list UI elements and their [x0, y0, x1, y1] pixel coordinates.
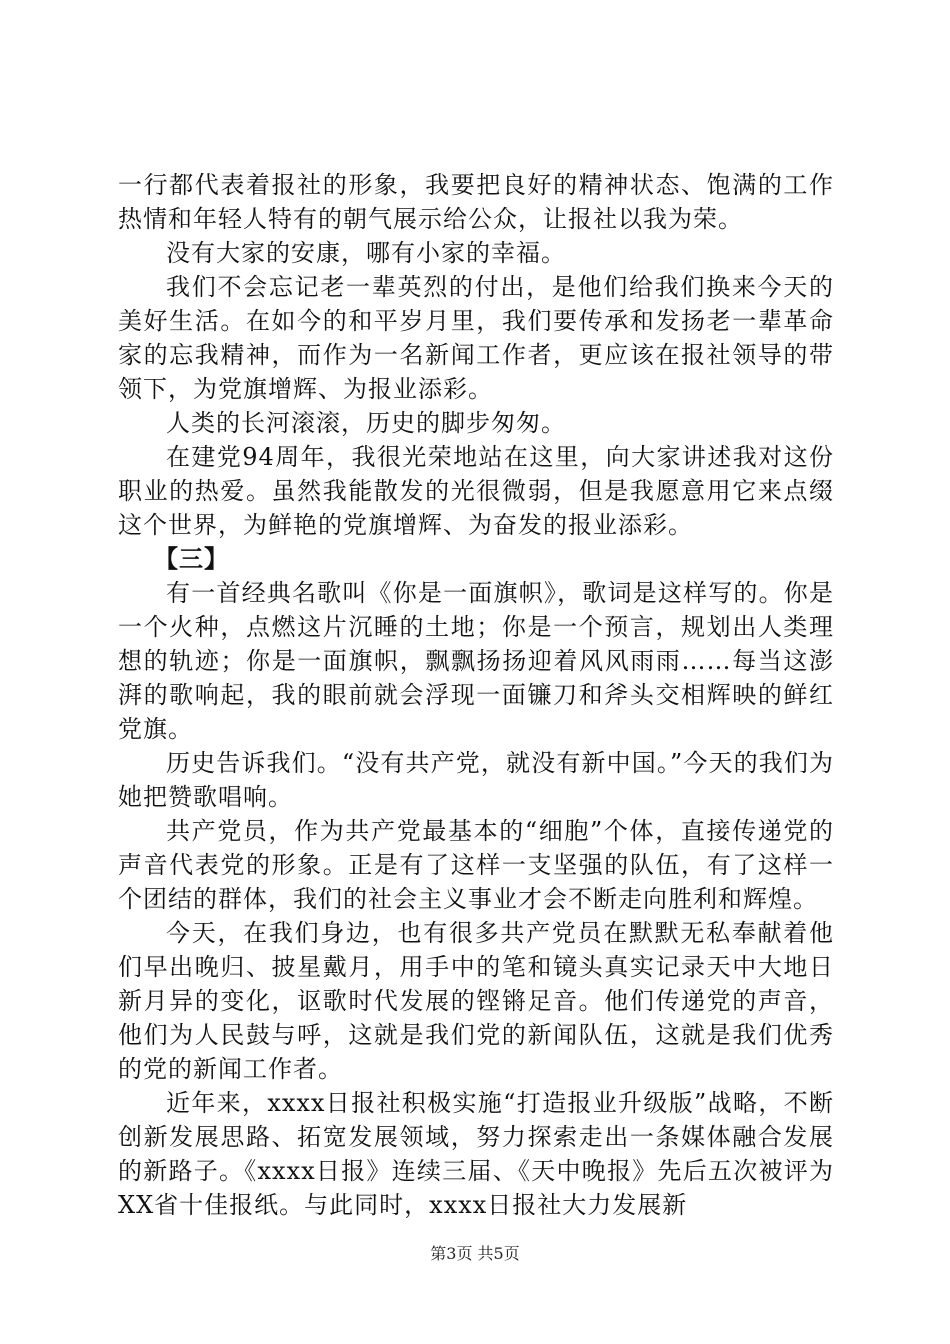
paragraph: 在建党94周年，我很光荣地站在这里，向大家讲述我对这份职业的热爱。虽然我能散发的光很微弱，但是我愿意用它来点缀这个世界，为鲜艳的党旗增辉、为奋发的报业添彩。 — [118, 443, 834, 539]
paragraph: 近年来，xxxx日报社积极实施“打造报业升级版”战略，不断创新发展思路、拓宽发展领域，努力探索走出一条媒体融合发展的新路子。《xxxx日报》连续三届、《天中晚报》先后五次被评为XX省十佳报纸。与此同时，xxxx日报社大力发展新 — [118, 1089, 834, 1219]
section-heading: 【三】 — [154, 544, 229, 573]
document-body — [118, 168, 834, 1222]
paragraph: 今天，在我们身边，也有很多共产党员在默默无私奉献着他们早出晚归、披星戴月，用手中的笔和镜头真实记录天中大地日新月异的变化，讴歌时代发展的铿锵足音。他们传递党的声音，他们为人民鼓与呼，这就是我们党的新闻队伍，这就是我们优秀的党的新闻工作者。 — [118, 919, 834, 1083]
paragraph: 我们不会忘记老一辈英烈的付出，是他们给我们换来今天的美好生活。在如今的和平岁月里，我们要传承和发扬老一辈革命家的忘我精神，而作为一名新闻工作者，更应该在报社领导的带领下，为党旗增辉、为报业添彩。 — [118, 273, 834, 403]
paragraph: 有一首经典名歌叫《你是一面旗帜》，歌词是这样写的。你是一个火种，点燃这片沉睡的土地；你是一个预言，规划出人类理想的轨迹；你是一面旗帜，飘飘扬扬迎着风风雨雨……每当这澎湃的歌响起，我的眼前就会浮现一面镰刀和斧头交相辉映的鲜红党旗。 — [118, 579, 834, 743]
paragraph: 历史告诉我们。“没有共产党，就没有新中国。”今天的我们为她把赞歌唱响。 — [118, 749, 834, 811]
paragraph: 没有大家的安康，哪有小家的幸福。 — [166, 239, 566, 267]
paragraph: 共产党员，作为共产党最基本的“细胞”个体，直接传递党的声音代表党的形象。正是有了这样一支坚强的队伍，有了这样一个团结的群体，我们的社会主义事业才会不断走向胜利和辉煌。 — [118, 817, 834, 913]
paragraph-continued: 一行都代表着报社的形象，我要把良好的精神状态、饱满的工作热情和年轻人特有的朝气展示给公众，让报社以我为荣。 — [118, 171, 834, 233]
paragraph: 人类的长河滚滚，历史的脚步匆匆。 — [166, 409, 566, 437]
page-number-footer: 第3页 共5页 — [430, 1244, 520, 1263]
